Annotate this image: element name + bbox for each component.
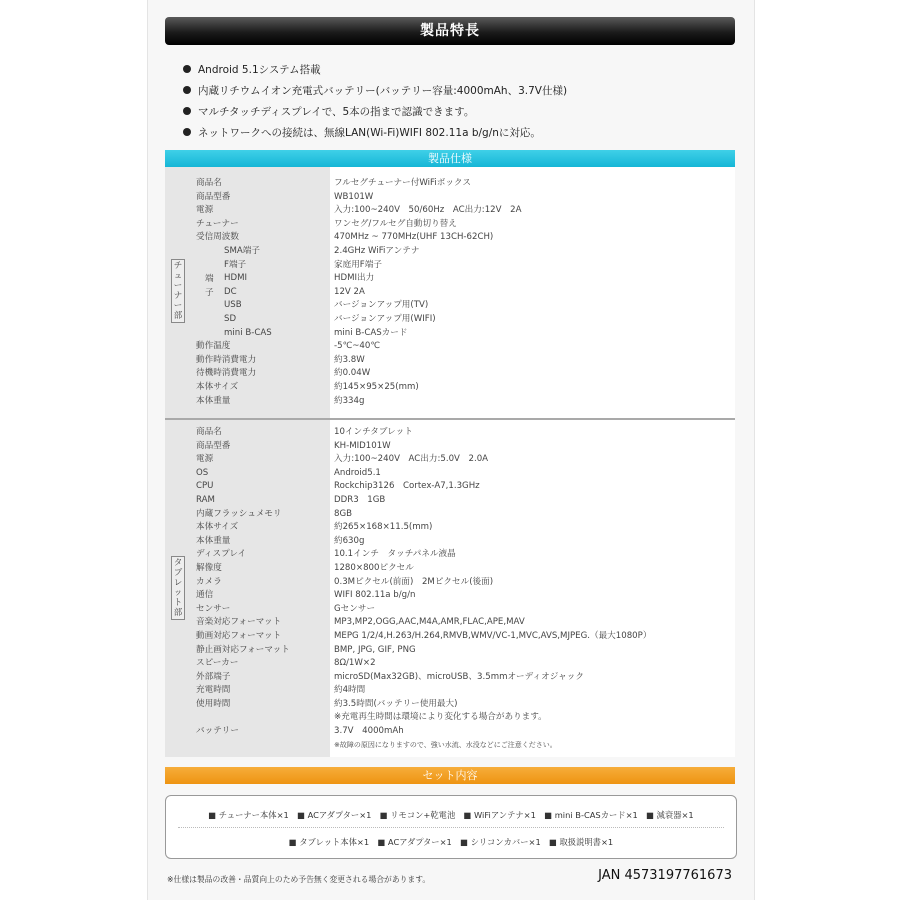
spec-row (165, 426, 735, 440)
spec-label: 商品名 (196, 178, 222, 188)
spec-value: 1280×800ピクセル (334, 562, 414, 573)
set-contents-header: セット内容 (165, 767, 735, 784)
spec-row (165, 286, 735, 300)
spec-row (165, 259, 735, 273)
spec-label: 動画対応フォーマット (196, 630, 282, 641)
spec-label: バッテリー (196, 726, 239, 737)
spec-label: 外部端子 (196, 671, 231, 682)
spec-value: KH-MID101W (334, 440, 391, 451)
spec-value: 10インチタブレット (334, 427, 413, 437)
spec-row (165, 494, 735, 508)
spec-row (165, 440, 735, 454)
spec-label: 動作時消費電力 (196, 354, 257, 365)
set-contents-box (165, 795, 737, 859)
spec-label: 内蔵フラッシュメモリ (196, 508, 282, 519)
spec-row (165, 354, 735, 368)
spec-value: ワンセグ/フルセグ自動切り替え (334, 218, 457, 229)
spec-row (165, 562, 735, 576)
spec-value: 0.3Mピクセル(前面) 2Mピクセル(後面) (334, 576, 494, 587)
spec-row (165, 204, 735, 218)
spec-row (165, 395, 735, 409)
feature-text: マルチタッチディスプレイで、5本の指まで認識できます。 (198, 106, 475, 118)
spec-value: 2.4GHz WiFiアンテナ (334, 245, 420, 256)
spec-row (165, 630, 735, 644)
feature-list (183, 60, 743, 144)
spec-label: ディスプレイ (196, 549, 247, 560)
spec-value: 入力:100~240V 50/60Hz AC出力:12V 2A (334, 205, 522, 216)
spec-row (165, 367, 735, 381)
spec-label: センサー (196, 603, 231, 614)
spec-row (165, 684, 735, 698)
spec-label: 商品名 (196, 427, 222, 437)
set-contents-line: ■ チューナー本体×1 ■ ACアダプター×1 ■ リモコン+乾電池 ■ WiFiアンテナ×1 ■ mini B-CASカード×1 ■ 減衰器×1 (208, 810, 694, 820)
spec-row (165, 548, 735, 562)
feature-item (183, 102, 743, 123)
spec-row (165, 231, 735, 245)
spec-row (165, 657, 735, 671)
spec-label: SD (224, 313, 237, 324)
spec-value: 約3.5時間(バッテリー使用最大) (334, 698, 458, 709)
spec-label: 音楽対応フォーマット (196, 617, 282, 628)
spec-row (165, 313, 735, 327)
spec-row (165, 218, 735, 232)
spec-value: WB101W (334, 191, 374, 202)
spec-label: 本体サイズ (196, 522, 239, 533)
spec-label: RAM (196, 494, 215, 505)
spec-label: 本体重量 (196, 395, 231, 406)
spec-row (165, 381, 735, 395)
spec-value: 約4時間 (334, 685, 366, 696)
spec-value: 入力:100~240V AC出力:5.0V 2.0A (334, 454, 489, 465)
spec-label: mini B-CAS (224, 327, 272, 338)
spec-row (165, 340, 735, 354)
spec-label: 充電時間 (196, 685, 231, 696)
spec-row (165, 576, 735, 590)
spec-label: チューナー (196, 218, 239, 229)
spec-row (165, 603, 735, 617)
tuner-side-label: チューナー部 (171, 259, 185, 323)
spec-row (165, 521, 735, 535)
spec-value: Rockchip3126 Cortex-A7,1.3GHz (334, 481, 480, 492)
tablet-rows (165, 426, 735, 752)
spec-row (165, 480, 735, 494)
spec-value: 家庭用F端子 (334, 259, 382, 270)
spec-row (165, 616, 735, 630)
spec-value: 8Ω/1W×2 (334, 658, 376, 669)
spec-value: WIFI 802.11a b/g/n (334, 590, 416, 601)
spec-row (165, 191, 735, 205)
spec-row (165, 467, 735, 481)
spec-value: ※故障の原因になりますので、強い水流、水没などにご注意ください。 (334, 740, 557, 749)
spec-row (165, 453, 735, 467)
spec-label: 通信 (196, 590, 214, 601)
spec-row (165, 299, 735, 313)
spec-value: 470MHz ~ 770MHz(UHF 13CH-62CH) (334, 232, 494, 243)
spec-row (165, 698, 735, 712)
spec-row (165, 711, 735, 725)
spec-label: 商品型番 (196, 440, 231, 451)
spec-label: 静止画対応フォーマット (196, 644, 290, 655)
feature-item (183, 123, 743, 144)
spec-label: 電源 (196, 205, 214, 216)
spec-value: mini B-CASカード (334, 327, 408, 338)
spec-value: 10.1インチ タッチパネル液晶 (334, 549, 456, 560)
set-contents-line: ■ タブレット本体×1 ■ ACアダプター×1 ■ シリコンカバー×1 ■ 取扱説明書×1 (288, 837, 614, 847)
spec-row (165, 725, 735, 739)
spec-value: BMP, JPG, GIF, PNG (334, 644, 416, 655)
spec-label: SMA端子 (224, 245, 260, 256)
spec-label: HDMI (224, 273, 248, 284)
spec-value: 約3.8W (334, 354, 365, 365)
spec-value: 8GB (334, 508, 353, 519)
spec-value: 12V 2A (334, 286, 365, 297)
feature-text: Android 5.1システム搭載 (198, 64, 321, 76)
spec-row (165, 739, 735, 753)
spec-value: MEPG 1/2/4,H.263/H.264,RMVB,WMV/VC-1,MVC,AVS,MJPEG.（最大1080P） (334, 630, 652, 641)
spec-row (165, 535, 735, 549)
spec-row (165, 272, 735, 286)
spec-value: -5℃~40℃ (334, 341, 381, 352)
spec-label: USB (224, 300, 242, 311)
spec-label: 動作温度 (196, 341, 231, 352)
spec-label: スピーカー (196, 658, 239, 669)
features-header: 製品特長 (165, 17, 735, 45)
spec-value: 約334g (334, 395, 365, 406)
spec-label: 使用時間 (196, 698, 231, 709)
spec-label: 商品型番 (196, 191, 231, 202)
spec-label: 本体サイズ (196, 381, 239, 392)
spec-row (165, 508, 735, 522)
spec-label: 電源 (196, 454, 214, 465)
footer-note: ※仕様は製品の改善・品質向上のため予告無く変更される場合があります。 (167, 875, 431, 884)
spec-value: 約0.04W (334, 368, 371, 379)
spec-value: microSD(Max32GB)、microUSB、3.5mmオーディオジャック (334, 671, 584, 682)
feature-text: 内蔵リチウムイオン充電式バッテリー(バッテリー容量:4000mAh、3.7V仕様) (198, 85, 568, 97)
jan-code: JAN 4573197761673 (598, 868, 732, 883)
spec-label: 待機時消費電力 (196, 368, 257, 379)
tablet-spec-block (165, 420, 735, 757)
spec-row (165, 177, 735, 191)
feature-text: ネットワークへの接続は、無線LAN(Wi-Fi)WIFI 802.11a b/g/nに対応。 (198, 127, 541, 139)
spec-label: カメラ (196, 576, 222, 587)
spec-row (165, 589, 735, 603)
spec-value: HDMI出力 (334, 273, 375, 284)
tablet-side-label: タブレット部 (171, 556, 185, 620)
spec-value: MP3,MP2,OGG,AAC,M4A,AMR,FLAC,APE,MAV (334, 617, 525, 628)
spec-label: F端子 (224, 259, 247, 270)
spec-value: 約265×168×11.5(mm) (334, 522, 433, 533)
tuner-spec-block (165, 167, 735, 418)
spec-label: CPU (196, 481, 214, 492)
bullet-icon (183, 128, 191, 136)
spec-value: フルセグチューナー付WiFiボックス (334, 178, 472, 188)
spec-label: 解像度 (196, 562, 222, 573)
spec-value: バージョンアップ用(TV) (334, 300, 429, 311)
feature-item (183, 60, 743, 81)
spec-value: ※充電再生時間は環境により変化する場合があります。 (334, 712, 547, 723)
spec-label: 受信周波数 (196, 232, 239, 243)
bullet-icon (183, 65, 191, 73)
spec-header: 製品仕様 (165, 150, 735, 167)
spec-row (165, 671, 735, 685)
terminal-group-label: 端子 (205, 274, 214, 298)
spec-row (165, 644, 735, 658)
spec-value: 約630g (334, 535, 365, 546)
spec-label: OS (196, 467, 209, 478)
spec-label: DC (224, 286, 237, 297)
spec-value: Gセンサー (334, 603, 376, 614)
spec-value: 約145×95×25(mm) (334, 381, 419, 392)
spec-label: 本体重量 (196, 535, 231, 546)
spec-value: 3.7V 4000mAh (334, 726, 404, 737)
dotted-separator (178, 827, 724, 828)
spec-row (165, 327, 735, 341)
spec-value: Android5.1 (334, 467, 381, 478)
bullet-icon (183, 86, 191, 94)
bullet-icon (183, 107, 191, 115)
spec-value: DDR3 1GB (334, 494, 386, 505)
spec-row (165, 245, 735, 259)
spec-value: バージョンアップ用(WIFI) (334, 313, 436, 324)
tuner-rows (165, 177, 735, 408)
feature-item (183, 81, 743, 102)
